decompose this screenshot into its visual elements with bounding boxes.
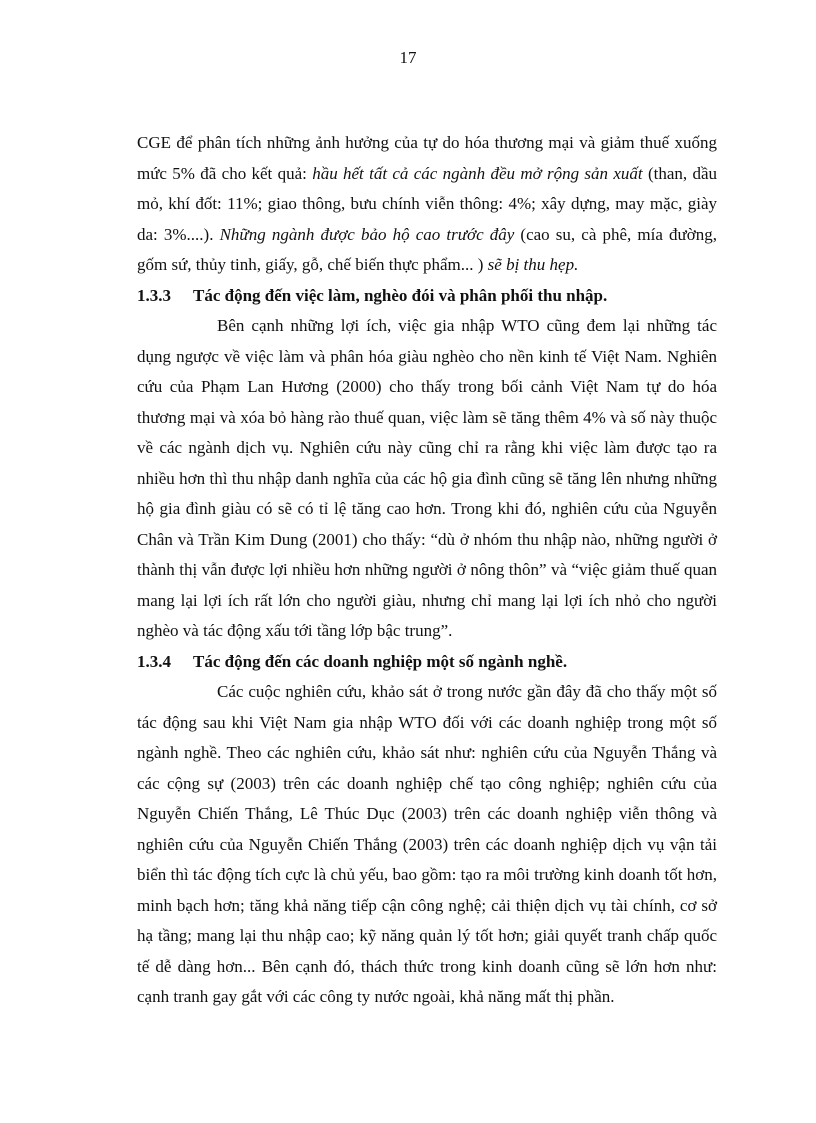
paragraph-enterprises: Các cuộc nghiên cứu, khảo sát ở trong nước gần đây đã cho thấy một số tác động sau khi Việt Nam gia nhập WTO đối với các doanh nghiệp trong một số ngành nghề. Theo các nghiên cứu, khảo sát như: nghiên cứu của Nguyễn Thắng và các cộng sự (2003) trên các doanh nghiệp chế tạo công nghiệp; nghiên cứu của Nguyễn Chiến Thắng, Lê Thúc Dục (2003) trên các doanh nghiệp viễn thông và nghiên cứu của Nguyễn Chiến Thắng (2003) trên các doanh nghiệp dịch vụ vận tải biển thì tác động tích cực là chủ yếu, bao gồm: tạo ra môi trường kinh doanh tốt hơn, minh bạch hơn; tăng khả năng tiếp cận công nghệ; cải thiện dịch vụ tài chính, cơ sở hạ tầng; mang lại thu nhập cao; kỹ năng quản lý tốt hơn; giải quyết tranh chấp quốc tế dễ dàng hơn... Bên cạnh đó, thách thức trong kinh doanh cũng sẽ lớn hơn như: cạnh tranh gay gắt với các công ty nước ngoài, khả năng mất thị phần. bbox=[137, 682, 717, 1006]
section-heading-1-3-3 bbox=[137, 281, 717, 312]
paragraph-cge-results bbox=[137, 128, 717, 281]
paragraph-employment-poverty: Bên cạnh những lợi ích, việc gia nhập WTO cũng đem lại những tác dụng ngược về việc làm và phân hóa giàu nghèo cho nền kinh tế Việt Nam. Nghiên cứu của Phạm Lan Hương (2000) cho thấy trong bối cảnh Việt Nam tự do hóa thương mại và xóa bỏ hàng rào thuế quan, việc làm sẽ tăng thêm 4% và số này thuộc về các ngành dịch vụ. Nghiên cứu này cũng chỉ ra rằng khi việc làm được tạo ra nhiều hơn thì thu nhập danh nghĩa của các hộ gia đình cũng sẽ tăng lên nhưng những hộ gia đình giàu có sẽ có tỉ lệ tăng cao hơn. Trong khi đó, nghiên cứu của Nguyễn Chân và Trần Kim Dung (2001) cho thấy: “dù ở nhóm thu nhập nào, những người ở thành thị vẫn được lợi nhiều hơn những người ở nông thôn” và “việc giảm thuế quan mang lại lợi ích rất lớn cho người giàu, nhưng chỉ mang lại lợi ích nhỏ cho người nghèo và tác động xấu tới tầng lớp bậc trung”. bbox=[137, 316, 717, 640]
section-title: Tác động đến các doanh nghiệp một số ngành nghề. bbox=[193, 651, 568, 671]
section-number: 1.3.3 bbox=[137, 285, 171, 305]
section-heading-1-3-4 bbox=[137, 647, 717, 678]
document-body bbox=[137, 128, 717, 1013]
section-title: Tác động đến việc làm, nghèo đói và phân phối thu nhập. bbox=[193, 285, 608, 305]
para1-italic-2: Những ngành được bảo hộ cao trước đây bbox=[219, 224, 515, 244]
para1-text-1: CGE để phân tích những ảnh hưởng của tự do hóa thương mại và giảm thuế xuống mức 5% đã cho kết quả: bbox=[137, 133, 717, 183]
page-number: 17 bbox=[399, 48, 417, 67]
para1-italic-3: sẽ bị thu hẹp. bbox=[487, 255, 579, 274]
para1-text-3: (cao su, cà phê, mía đường, gốm sứ, thủy tinh, giấy, gỗ, chế biến thực phẩm... ) bbox=[137, 224, 717, 274]
para1-italic-1: hầu hết tất cả các ngành đều mở rộng sản xuất bbox=[312, 163, 643, 183]
para1-text-2: (than, dầu mỏ, khí đốt: 11%; giao thông, bưu chính viễn thông: 4%; xây dựng, may mặc, giày da: 3%....). bbox=[137, 163, 717, 244]
section-number: 1.3.4 bbox=[137, 651, 171, 671]
